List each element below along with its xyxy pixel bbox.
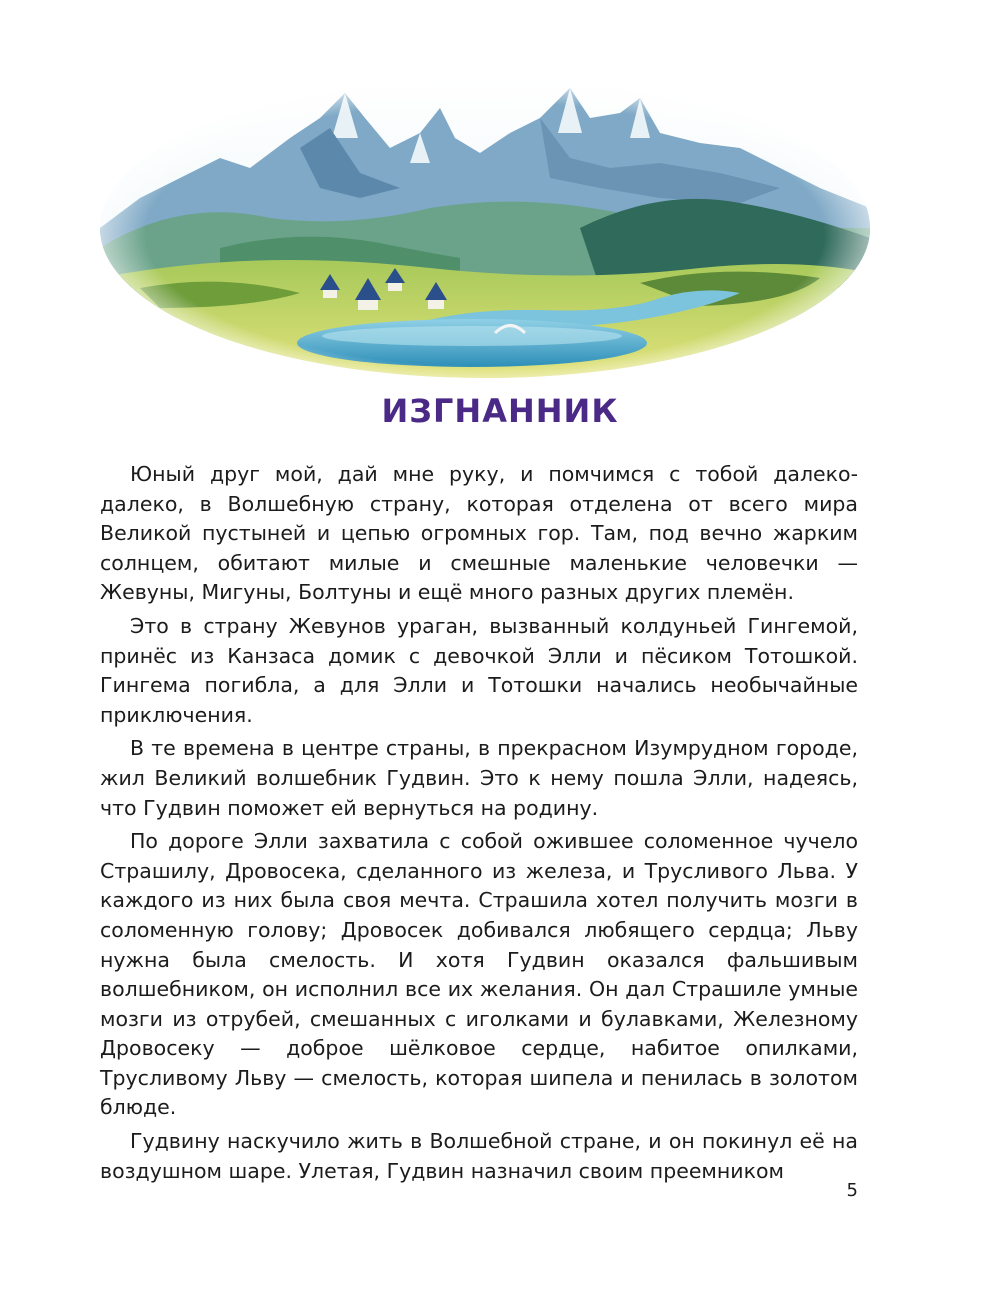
paragraph: В те времена в центре страны, в прекрасном Изумрудном городе, жил Великий волшебник Гудвин. Это к нему пошла Элли, надеясь, что Гудвин поможет ей вернуться на родину.	[100, 736, 858, 820]
paragraph: По дороге Элли захватила с собой ожившее соломенное чучело Страшилу, Дровосека, сделанного из железа, и Трусливого Льва. У каждого из них была своя мечта. Страшила хотел получить мозги в соломенную голову; Дровосек добивался любящего сердца; Льву нужна была смелость. И хотя Гудвин оказался фальшивым волшебником, он исполнил все их желания. Он дал Страшиле умные мозги из отрубей, смешанных с иголками и булавками, Железному Дровосеку — доброе шёлковое сердце, набитое опилками, Трусливому Льву — смелость, которая шипела и пенилась в золотом блюде.	[100, 829, 858, 1120]
paragraph: Это в страну Жевунов ураган, вызванный колдуньей Гингемой, принёс из Канзаса домик с девочкой Элли и пёсиком Тотошкой. Гингема погибла, а для Элли и Тотошки начались необычайные приключения.	[100, 613, 858, 727]
chapter-title: ИЗГНАННИК	[381, 392, 619, 430]
paragraph: Гудвину наскучило жить в Волшебной стране, и он покинул её на воздушном шаре. Улетая, Гудвин назначил своим преемником	[100, 1129, 858, 1183]
chapter-text	[100, 460, 858, 1190]
page-number: 5	[846, 1180, 858, 1201]
chapter-illustration	[100, 78, 870, 378]
paragraph: Юный друг мой, дай мне руку, и помчимся с тобой далеко-далеко, в Волшебную страну, которая отделена от всего мира Великой пустыней и цепью огромных гор. Там, под вечно жарким солнцем, обитают милые и смешные маленькие человечки — Жевуны, Мигуны, Болтуны и ещё много разных других племён.	[100, 462, 858, 605]
